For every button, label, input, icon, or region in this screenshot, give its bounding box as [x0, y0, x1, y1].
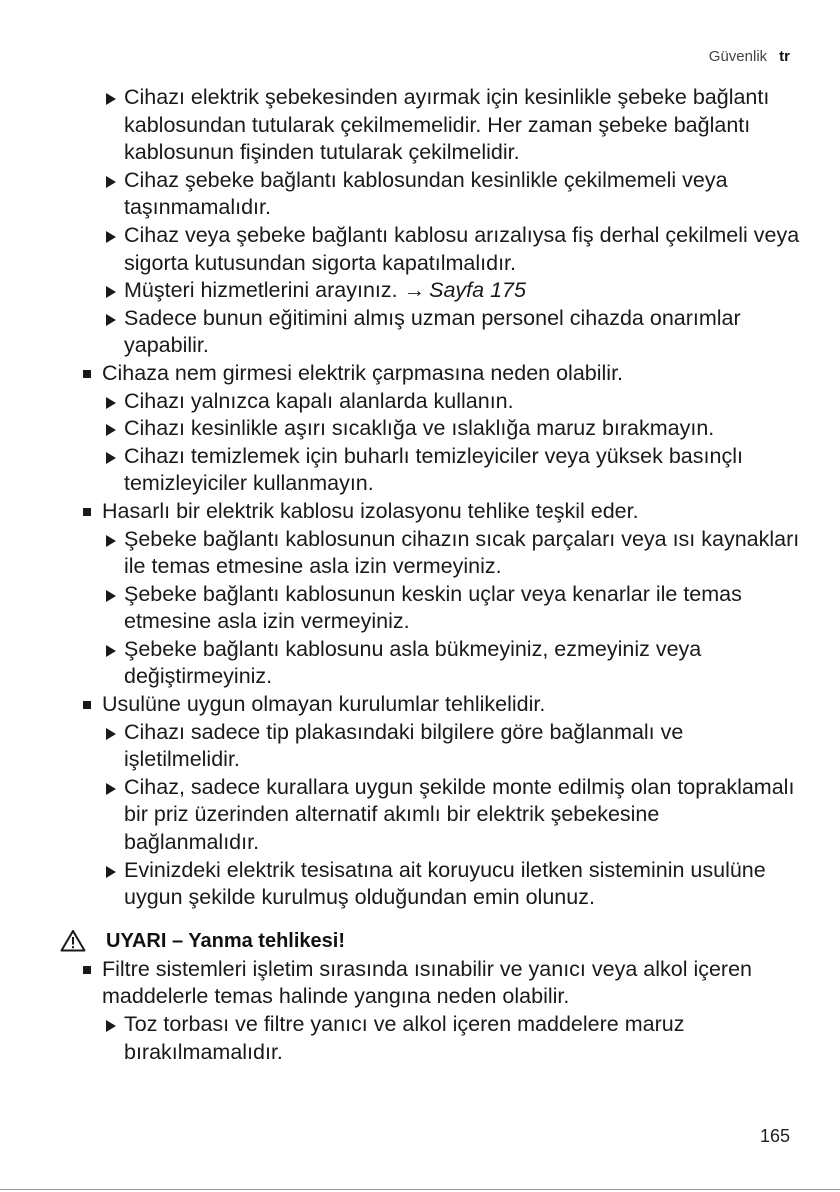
item-text: Hasarlı bir elektrik kablosu izolasyonu tehlike teşkil eder.: [102, 498, 639, 523]
square-bullet-icon: [83, 370, 91, 378]
arrow-bullet-icon: [106, 452, 116, 464]
arrow-bullet-icon: [106, 286, 116, 298]
bullet-item: [0, 84, 840, 167]
language-code: tr: [779, 48, 790, 65]
arrow-bullet-icon: [106, 93, 116, 105]
bullet-item: [0, 636, 840, 691]
bullet-item: [0, 277, 840, 305]
item-text: Evinizdeki elektrik tesisatına ait koruyucu iletken sisteminin usulüne uygun şekilde kurulmuş olduğundan emin olunuz.: [124, 857, 766, 910]
square-bullet-icon: [83, 701, 91, 709]
section-title: Güvenlik: [708, 48, 768, 65]
bullet-item: [0, 581, 840, 636]
arrow-bullet-icon: [106, 535, 116, 547]
arrow-bullet-icon: [106, 1020, 116, 1032]
arrow-bullet-icon: [106, 397, 116, 409]
safety-content: [0, 84, 840, 1066]
item-text: Cihazı elektrik şebekesinden ayırmak için kesinlikle şebeke bağlantı kablosundan tutularak çekilmemelidir. Her zaman şebeke bağlantı kablosunun fişinden tutularak çekilmelidir.: [124, 85, 770, 165]
bullet-item: [0, 305, 840, 360]
arrow-bullet-icon: [106, 866, 116, 878]
item-text: Usulüne uygun olmayan kurulumlar tehlikelidir.: [102, 692, 546, 717]
bullet-item: [0, 443, 840, 498]
item-text: Cihaza nem girmesi elektrik çarpmasına neden olabilir.: [102, 360, 624, 385]
item-text: Cihaz, sadece kurallara uygun şekilde monte edilmiş olan topraklamalı bir priz üzerinden alternatif akımlı bir elektrik şebekesine bağlanmalıdır.: [124, 774, 795, 855]
item-text: Şebeke bağlantı kablosunu asla bükmeyiniz, ezmeyiniz veya değiştirmeyiniz.: [124, 636, 702, 689]
bullet-item: [0, 167, 840, 222]
square-bullet-icon: [83, 966, 91, 974]
item-text: Müşteri hizmetlerini arayınız.: [124, 278, 398, 303]
item-text: Cihazı kesinlikle aşırı sıcaklığa ve ıslaklığa maruz bırakmayın.: [124, 416, 715, 441]
item-text: Cihazı temizlemek için buharlı temizleyiciler veya yüksek basınçlı temizleyiciler kullanmayın.: [124, 443, 743, 496]
arrow-bullet-icon: [106, 783, 116, 795]
item-text: Sadece bunun eğitimini almış uzman personel cihazda onarımlar yapabilir.: [124, 305, 741, 358]
page-reference-link[interactable]: Sayfa 175: [429, 278, 526, 303]
bullet-item: [0, 719, 840, 774]
square-bullet-icon: [83, 508, 91, 516]
arrow-bullet-icon: [106, 645, 116, 657]
arrow-bullet-icon: [106, 590, 116, 602]
item-text: Filtre sistemleri işletim sırasında ısınabilir ve yanıcı veya alkol içeren maddelerle temas halinde yangına neden olabilir.: [102, 956, 752, 1009]
arrow-bullet-icon: [106, 231, 116, 243]
warning-triangle-icon: [60, 929, 86, 952]
bullet-item: [0, 857, 840, 912]
arrow-bullet-icon: [106, 424, 116, 436]
hazard-item: [0, 691, 840, 719]
bullet-item: [0, 388, 840, 416]
arrow-bullet-icon: [106, 314, 116, 326]
hazard-item: [0, 956, 840, 1011]
item-text: Cihaz şebeke bağlantı kablosundan kesinlikle çekilmemeli veya taşınmamalıdır.: [124, 167, 728, 220]
item-text: Toz torbası ve filtre yanıcı ve alkol içeren maddelere maruz bırakılmamalıdır.: [124, 1012, 685, 1064]
warning-heading: [0, 926, 840, 956]
hazard-item: [0, 498, 840, 526]
item-text: Şebeke bağlantı kablosunun keskin uçlar veya kenarlar ile temas etmesine asla izin vermeyiniz.: [124, 581, 742, 634]
running-header: [709, 48, 790, 65]
arrow-bullet-icon: [106, 176, 116, 188]
bullet-item: [0, 774, 840, 857]
bullet-item: [0, 415, 840, 443]
page-number: 165: [759, 1126, 790, 1146]
item-text: Cihazı yalnızca kapalı alanlarda kullanın.: [124, 388, 514, 413]
bullet-item: [0, 222, 840, 277]
bottom-divider: [0, 1189, 840, 1190]
reference-arrow-icon: →: [403, 278, 426, 303]
warning-title: UYARI – Yanma tehlikesi!: [106, 929, 346, 952]
hazard-item: [0, 360, 840, 388]
item-text: Şebeke bağlantı kablosunun cihazın sıcak parçaları veya ısı kaynakları ile temas etmesine asla izin vermeyiniz.: [124, 526, 800, 579]
item-text: Cihaz veya şebeke bağlantı kablosu arızalıysa fiş derhal çekilmeli veya sigorta kutusundan sigorta kapatılmalıdır.: [124, 222, 800, 275]
arrow-bullet-icon: [106, 728, 116, 740]
bullet-item: [0, 1011, 840, 1066]
bullet-item: [0, 526, 840, 581]
item-text: Cihazı sadece tip plakasındaki bilgilere göre bağlanmalı ve işletilmelidir.: [124, 719, 684, 772]
